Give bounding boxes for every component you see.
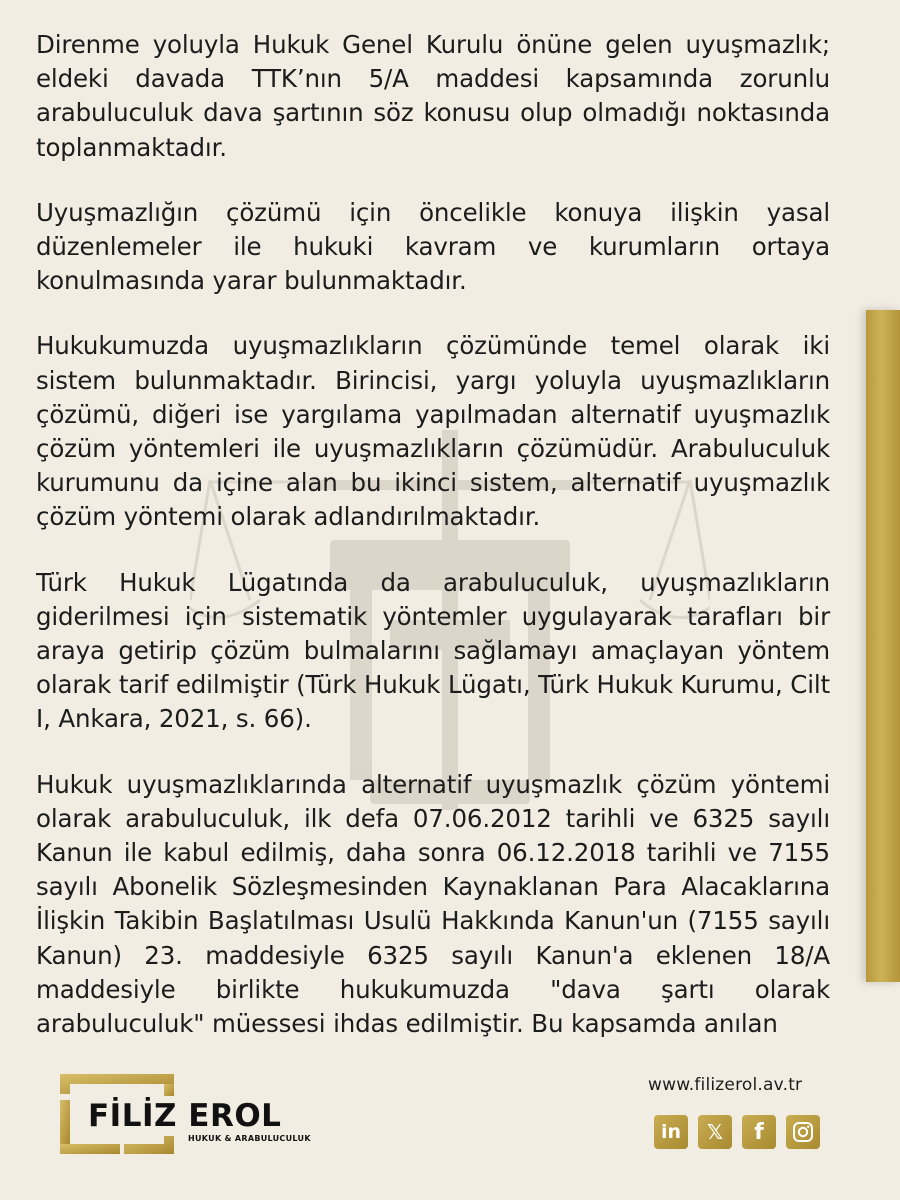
paragraph-1: Direnme yoluyla Hukuk Genel Kurulu önüne gelen uyuşmazlık; eldeki davada TTK’nın 5/A maddesi kapsamında zorunlu arabuluculuk dava şartının söz konusu olup olmadığı noktasında toplanmaktadır. (36, 30, 830, 162)
logo-name: FİLİZ EROL (88, 1098, 282, 1134)
website-link[interactable]: www.filizerol.av.tr (648, 1075, 803, 1095)
paragraph-2: Uyuşmazlığın çözümü için öncelikle konuya ilişkin yasal düzenlemeler ile hukuki kavram ve kurumların ortaya konulmasında yarar bulunmaktadır. (36, 197, 830, 296)
social-links (654, 1115, 820, 1149)
firm-logo (60, 1074, 320, 1154)
logo-subtitle: HUKUK & ARABULUCULUK (188, 1134, 311, 1143)
linkedin-icon[interactable]: in (654, 1115, 688, 1149)
instagram-glyph-icon (792, 1121, 814, 1143)
instagram-icon[interactable] (786, 1115, 820, 1149)
x-icon[interactable]: 𝕏 (698, 1115, 732, 1149)
paragraph-5: Hukuk uyuşmazlıklarında alternatif uyuşmazlık çözüm yöntemi olarak arabuluculuk, ilk defa 07.06.2012 tarihli ve 6325 sayılı Kanun ile kabul edilmiş, daha sonra 06.12.2018 tarihli ve 7155 sayılı Abonelik Sözleşmesinden Kaynaklanan Para Alacaklarına İlişkin Takibin Başlatılması Usulü Hakkında Kanun'un (7155 sayılı Kanun) 23. maddesiyle 6325 sayılı Kanun'a eklenen 18/A maddesiyle birlikte hukukumuzda "dava şartı olarak arabuluculuk" müessesi ihdas edilmiştir. Bu kapsamda anılan (36, 769, 830, 1039)
facebook-icon[interactable]: f (742, 1115, 776, 1149)
document-body (36, 28, 830, 1072)
paragraph-3: Hukukumuzda uyuşmazlıkların çözümünde temel olarak iki sistem bulunmaktadır. Birincisi, yargı yoluyla uyuşmazlıkların çözümü, diğeri ise yargılama yapılmadan alternatif uyuşmazlık çözüm yöntemleri ile uyuşmazlıkların çözümüdür. Arabuluculuk kurumunu da içine alan bu ikinci sistem, alternatif uyuşmazlık çözüm yöntemi olarak adlandırılmaktadır. (36, 331, 830, 532)
paragraph-4: Türk Hukuk Lügatında da arabuluculuk, uyuşmazlıkların giderilmesi için sistematik yöntemler uygulayarak tarafları bir araya getirip çözüm bulmalarını sağlamayı amaçlayan yöntem olarak tarif edilmiştir (Türk Hukuk Lügatı, Türk Hukuk Kurumu, Cilt I, Ankara, 2021, s. 66). (36, 567, 830, 734)
gold-side-bar (866, 310, 900, 982)
